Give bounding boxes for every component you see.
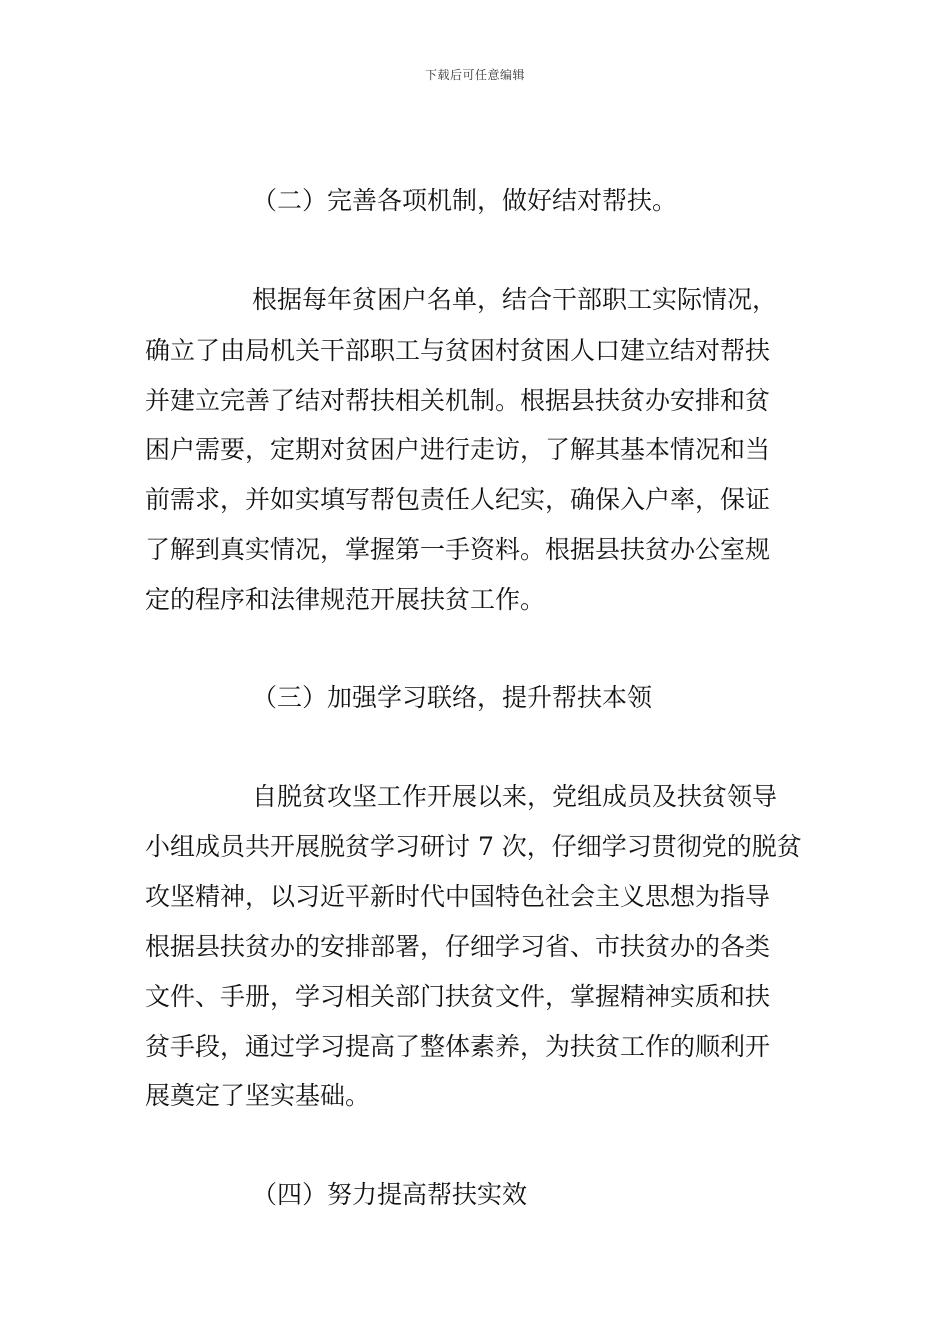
paragraph-line: 自脱贫攻坚工作开展以来，党组成员及扶贫领导 [252,782,778,811]
paragraph-line: 展奠定了坚实基础。 [145,1081,371,1110]
paragraph-line: 根据每年贫困户名单，结合干部职工实际情况， [252,285,778,314]
section-heading-3: （三）加强学习联络，提升帮扶本领 [252,683,653,712]
paragraph-line: 确立了由局机关干部职工与贫困村贫困人口建立结对帮扶 [145,336,771,365]
paragraph-line: 定的程序和法律规范开展扶贫工作。 [145,585,546,614]
paragraph-line: 困户需要，定期对贫困户进行走访，了解其基本情况和当 [145,435,771,464]
paragraph-line: 小组成员共开展脱贫学习研讨 7 次，仔细学习贯彻党的脱贫 [145,832,802,861]
paragraph-line: 文件、手册，学习相关部门扶贫文件，掌握精神实质和扶 [145,982,771,1011]
paragraph-line: 贫手段，通过学习提高了整体素养，为扶贫工作的顺利开 [145,1032,771,1061]
paragraph-line: 前需求，并如实填写帮包责任人纪实，确保入户率，保证 [145,485,771,514]
section-heading-4: （四）努力提高帮扶实效 [252,1180,528,1209]
section-heading-2: （二）完善各项机制，做好结对帮扶。 [252,186,678,215]
page-header-note: 下载后可任意编辑 [424,68,525,82]
paragraph-line: 并建立完善了结对帮扶相关机制。根据县扶贫办安排和贫 [145,386,771,415]
paragraph-line: 攻坚精神，以习近平新时代中国特色社会主义思想为指导 [145,882,771,911]
paragraph-line: 根据县扶贫办的安排部署，仔细学习省、市扶贫办的各类 [145,932,771,961]
paragraph-line: 了解到真实情况，掌握第一手资料。根据县扶贫办公室规 [145,535,771,564]
